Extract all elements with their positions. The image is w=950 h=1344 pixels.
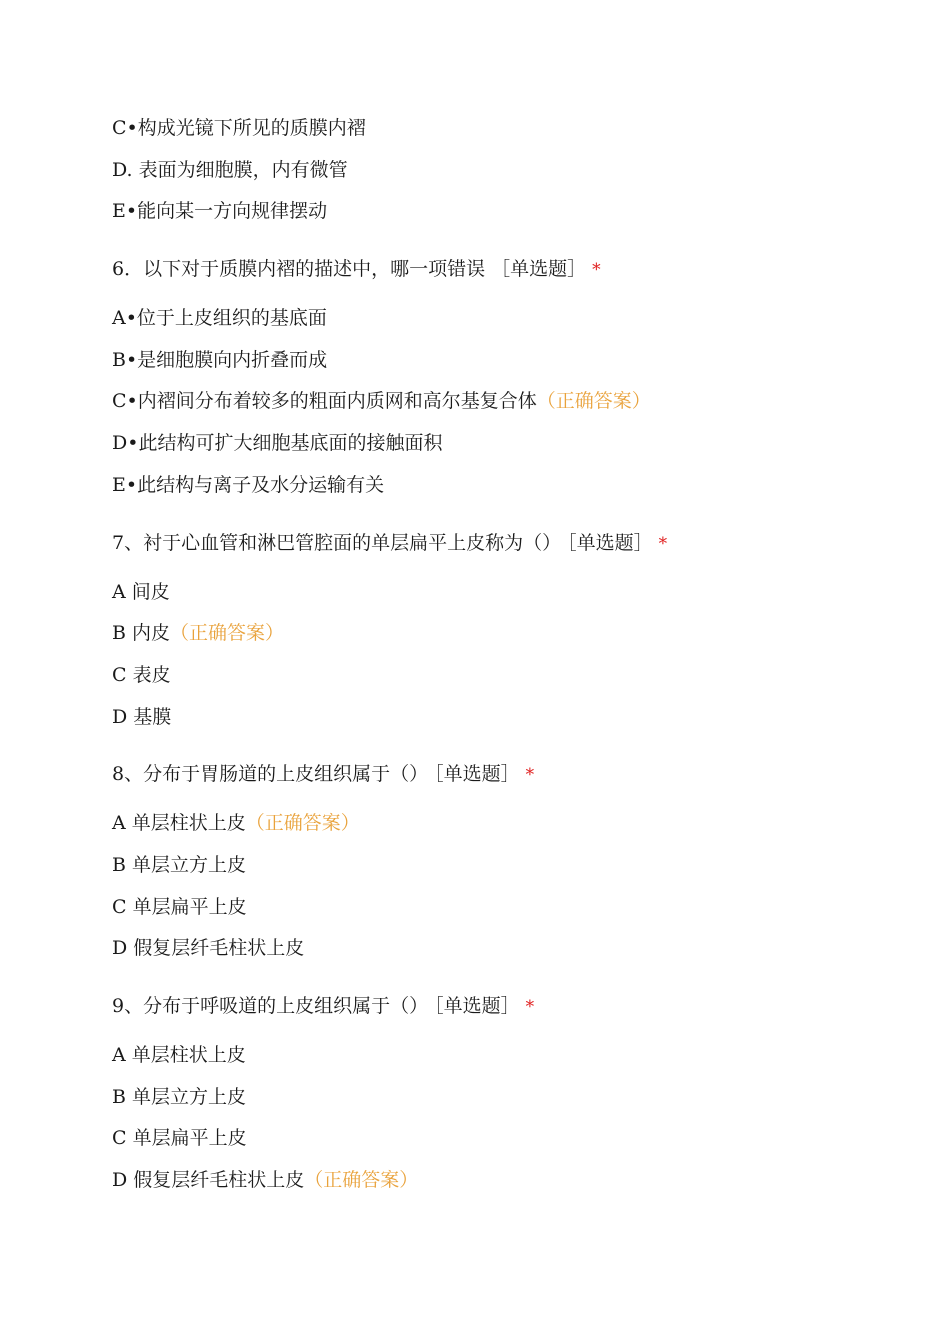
question-text: 9、分布于呼吸道的上皮组织属于（） <box>112 995 429 1017</box>
option-item <box>112 613 872 655</box>
option-text: A•位于上皮组织的基底面 <box>112 307 327 330</box>
option-item <box>112 1035 872 1077</box>
option-text: B 单层立方上皮 <box>112 853 247 876</box>
required-mark: * <box>658 533 668 554</box>
question-text: 6．以下对于质膜内褶的描述中，哪一项错误 <box>112 258 486 281</box>
option-item <box>112 191 872 233</box>
option-item <box>112 928 872 970</box>
option-text: C 单层扁平上皮 <box>112 1127 247 1150</box>
option-item <box>112 465 872 507</box>
option-item <box>112 845 872 887</box>
question-type-tag: ［单选题］ <box>434 763 520 786</box>
option-item <box>112 1118 872 1160</box>
option-item <box>112 887 872 929</box>
required-mark: * <box>525 997 535 1017</box>
correct-answer-mark: （正确答案） <box>170 622 285 645</box>
option-text: E•此结构与离子及水分运输有关 <box>112 473 385 496</box>
option-text: A 单层柱状上皮 <box>112 1044 246 1066</box>
option-text: B 单层立方上皮 <box>112 1085 247 1108</box>
question-type-tag: ［单选题］ <box>491 258 587 281</box>
question-title <box>112 522 872 564</box>
option-text: B 内皮 <box>112 622 171 645</box>
option-item <box>112 803 872 845</box>
question-title <box>112 985 872 1027</box>
question-title <box>112 248 872 290</box>
required-mark: * <box>525 765 535 786</box>
option-text: C•内褶间分布着较多的粗面内质网和高尔基复合体 <box>112 390 537 413</box>
option-item <box>112 298 872 340</box>
option-item <box>112 108 872 150</box>
option-item <box>112 381 872 423</box>
option-text: D•此结构可扩大细胞基底面的接触面积 <box>112 432 443 455</box>
option-item <box>112 340 872 382</box>
option-text: E•能向某一方向规律摆动 <box>112 200 328 223</box>
correct-answer-mark: （正确答案） <box>304 1169 419 1192</box>
option-text: D 基膜 <box>112 705 172 728</box>
correct-answer-mark: （正确答案） <box>245 812 360 835</box>
option-item <box>112 572 872 614</box>
option-text: C 单层扁平上皮 <box>112 895 247 918</box>
option-item <box>112 655 872 697</box>
quiz-page <box>112 108 872 1202</box>
option-text: C•构成光镜下所见的质膜内褶 <box>112 117 366 139</box>
question-title <box>112 753 872 795</box>
option-item <box>112 697 872 739</box>
option-text: D. 表面为细胞膜，内有微管 <box>112 158 348 181</box>
question-text: 8、分布于胃肠道的上皮组织属于（） <box>112 763 429 786</box>
option-item <box>112 1160 872 1202</box>
required-mark: * <box>592 260 601 281</box>
option-text: B•是细胞膜向内折叠而成 <box>112 348 328 371</box>
correct-answer-mark: （正确答案） <box>536 390 651 413</box>
option-item <box>112 1077 872 1119</box>
option-text: A 间皮 <box>112 580 170 603</box>
option-item <box>112 150 872 192</box>
option-text: D 假复层纤毛柱状上皮 <box>112 937 305 960</box>
option-item <box>112 423 872 465</box>
question-type-tag: ［单选题］ <box>567 531 653 554</box>
question-text: 7、衬于心血管和淋巴管腔面的单层扁平上皮称为（） <box>112 531 562 554</box>
option-text: A 单层柱状上皮 <box>112 812 246 835</box>
question-type-tag: ［单选题］ <box>434 995 520 1017</box>
option-text: D 假复层纤毛柱状上皮 <box>112 1169 305 1192</box>
option-text: C 表皮 <box>112 663 171 686</box>
